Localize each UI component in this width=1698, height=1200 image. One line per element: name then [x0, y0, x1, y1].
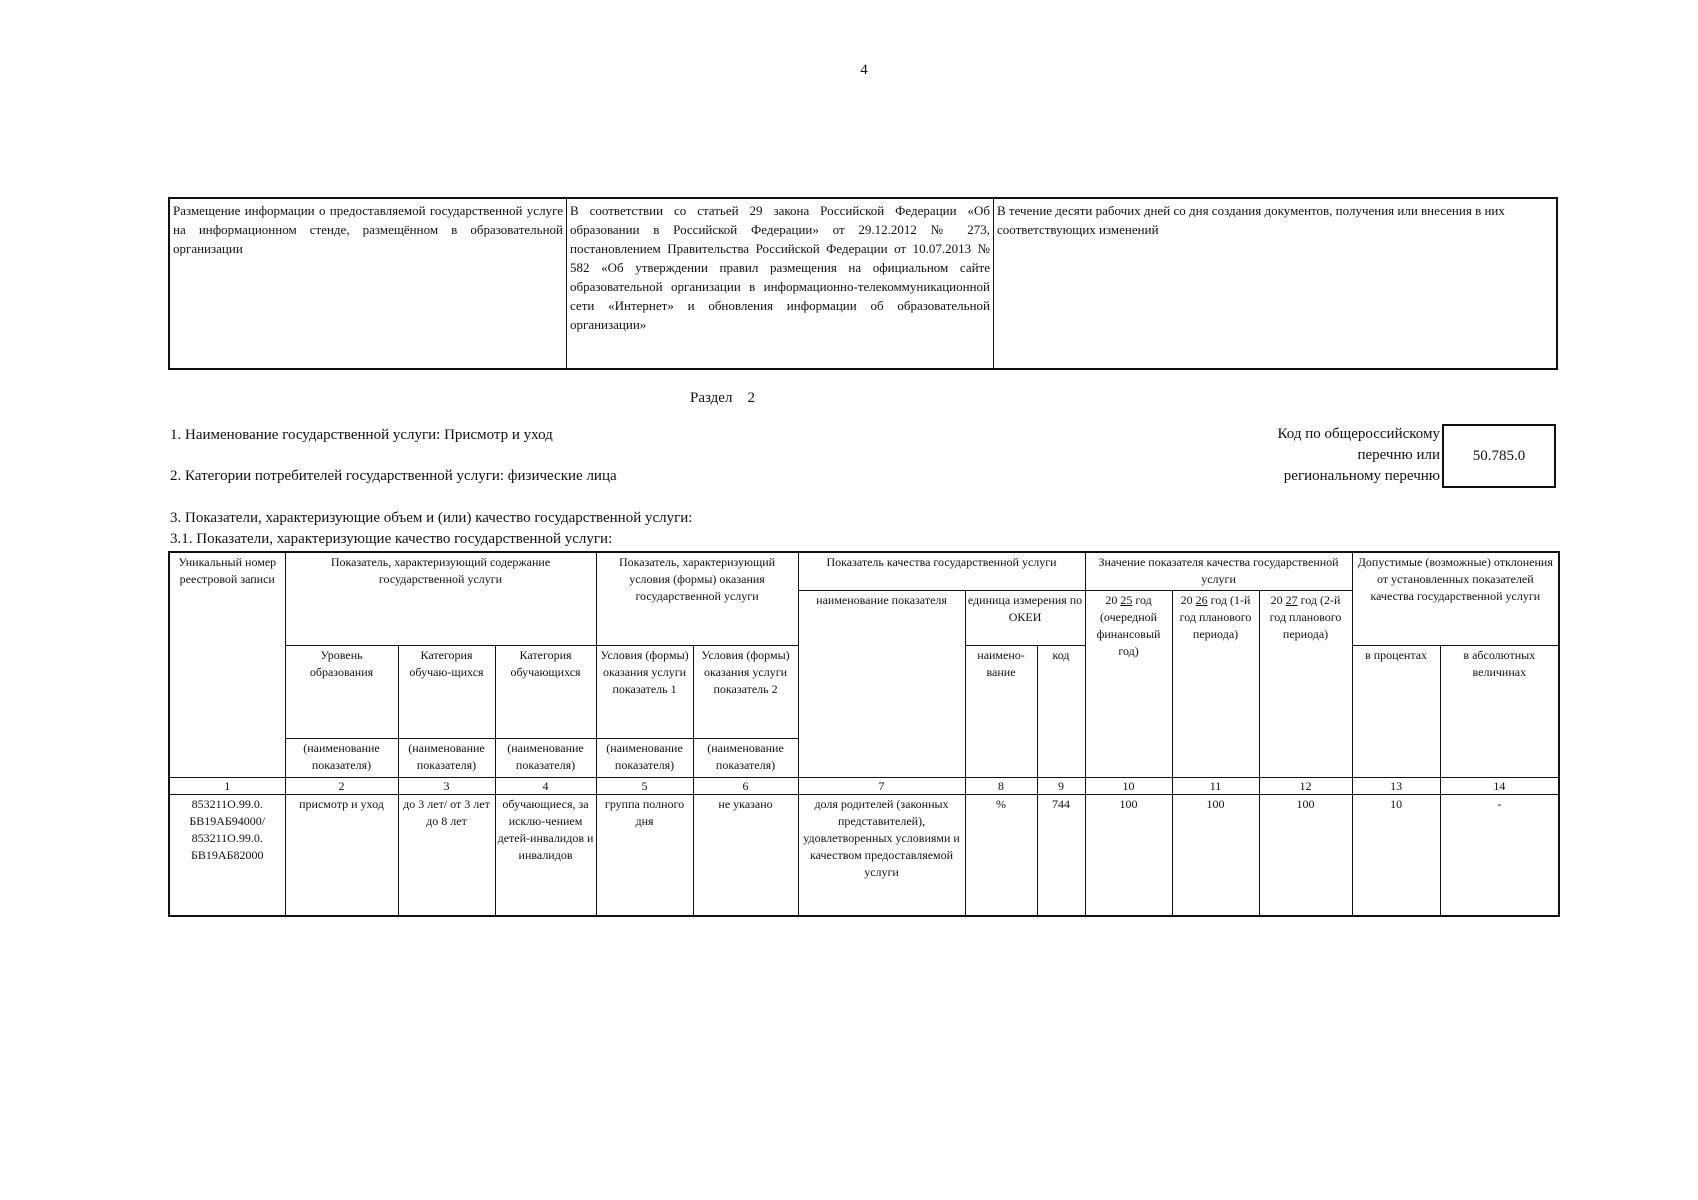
- col-number: 8: [965, 778, 1037, 795]
- header-condition-2-sub: (наименование показателя): [693, 739, 798, 778]
- col-number: 4: [495, 778, 596, 795]
- page-number: 4: [860, 62, 868, 78]
- header-quality: Показатель качества государственной услуги: [798, 552, 1085, 591]
- header-category-2: Категория обучающихся: [495, 646, 596, 739]
- col-number: 5: [596, 778, 693, 795]
- indicators-heading: 3. Показатели, характеризующие объем и (или) качество государственной услуги:: [170, 510, 693, 526]
- value-2027: 100: [1259, 795, 1352, 917]
- header-values: Значение показателя качества государственной услуги: [1085, 552, 1352, 591]
- info-placement-table: [168, 197, 1558, 370]
- student-category-2: обучающиеся, за исклю-чением детей-инвалидов и инвалидов: [495, 795, 596, 917]
- unit-name: %: [965, 795, 1037, 917]
- header-content: Показатель, характеризующий содержание государственной услуги: [285, 552, 596, 646]
- col-number: 14: [1440, 778, 1559, 795]
- header-conditions: Показатель, характеризующий условия (формы) оказания государственной услуги: [596, 552, 798, 646]
- consumer-categories: 2. Категории потребителей государственной услуги: физические лица: [170, 468, 617, 484]
- code-label: Код по общероссийскому перечню или региональному перечню: [1277, 426, 1440, 484]
- table-row: [169, 778, 1559, 795]
- header-category-1-sub: (наименование показателя): [398, 739, 495, 778]
- value-2025: 100: [1085, 795, 1172, 917]
- col-number: 11: [1172, 778, 1259, 795]
- col-number: 7: [798, 778, 965, 795]
- col-number: 3: [398, 778, 495, 795]
- table-row: [169, 198, 1557, 369]
- table-row: [169, 795, 1559, 917]
- info-composition-cell: В соответствии со статьей 29 закона Российской Федерации «Об образовании в Российской Федерации» от 29.12.2012 № 273, постановлением Правительства Российской Федерации от 10.07.2013 № 582 «Об утверждении правил размещения на официальном сайте образовательной организации в информационно-телекоммуникационной сети «Интернет» и обновления информации об образовательной организации»: [567, 198, 994, 369]
- deviation-absolute: -: [1440, 795, 1559, 917]
- header-deviation: Допустимые (возможные) отклонения от установленных показателей качества государственной услуги: [1352, 552, 1559, 646]
- header-unit: единица измерения по ОКЕИ: [965, 591, 1085, 646]
- deviation-percent: 10: [1352, 795, 1440, 917]
- quality-indicators-table: [168, 551, 1560, 917]
- header-level: Уровень образования: [285, 646, 398, 739]
- section-label: Раздел: [690, 390, 733, 406]
- header-condition-1: Условия (формы) оказания услуги показатель 1: [596, 646, 693, 739]
- unit-code: 744: [1037, 795, 1085, 917]
- col-number: 12: [1259, 778, 1352, 795]
- condition-1: группа полного дня: [596, 795, 693, 917]
- header-year-3: 20 27 год (2-й год планового периода): [1259, 591, 1352, 778]
- header-level-sub: (наименование показателя): [285, 739, 398, 778]
- info-method-cell: Размещение информации о предоставляемой государственной услуге на информационном стенде, размещённом в образовательной организации: [169, 198, 567, 369]
- col-number: 10: [1085, 778, 1172, 795]
- info-frequency-cell: В течение десяти рабочих дней со дня создания документов, получения или внесения в них соответствующих изменений: [994, 198, 1558, 369]
- header-registry: Уникальный номер реестровой записи: [169, 552, 285, 778]
- col-number: 9: [1037, 778, 1085, 795]
- header-category-2-sub: (наименование показателя): [495, 739, 596, 778]
- service-name: 1. Наименование государственной услуги: Присмотр и уход: [170, 427, 553, 443]
- value-2026: 100: [1172, 795, 1259, 917]
- header-year-2: 20 26 год (1-й год планового периода): [1172, 591, 1259, 778]
- col-number: 13: [1352, 778, 1440, 795]
- section-number: 2: [747, 390, 755, 406]
- col-number: 1: [169, 778, 285, 795]
- code-value: 50.785.0: [1442, 424, 1556, 488]
- header-year-1: 20 25 год (очередной финансовый год): [1085, 591, 1172, 778]
- header-unit-name: наимено-вание: [965, 646, 1037, 778]
- header-category-1: Категория обучаю-щихся: [398, 646, 495, 739]
- col-number: 6: [693, 778, 798, 795]
- header-indicator-name: наименование показателя: [798, 591, 965, 778]
- indicator-name: доля родителей (законных представителей), удовлетворенных условиями и качеством предоставляемой услуги: [798, 795, 965, 917]
- header-deviation-percent: в процентах: [1352, 646, 1440, 778]
- header-condition-1-sub: (наименование показателя): [596, 739, 693, 778]
- section-heading: [690, 390, 755, 407]
- table-row: [169, 552, 1559, 591]
- registry-number: 853211О.99.0. БВ19АБ94000/ 853211О.99.0. БВ19АБ82000: [169, 795, 285, 917]
- col-number: 2: [285, 778, 398, 795]
- education-level: присмотр и уход: [285, 795, 398, 917]
- header-condition-2: Условия (формы) оказания услуги показатель 2: [693, 646, 798, 739]
- header-unit-code: код: [1037, 646, 1085, 778]
- header-deviation-absolute: в абсолютных величинах: [1440, 646, 1559, 778]
- student-category-1: до 3 лет/ от 3 лет до 8 лет: [398, 795, 495, 917]
- quality-indicators-heading: 3.1. Показатели, характеризующие качество государственной услуги:: [170, 531, 613, 547]
- condition-2: не указано: [693, 795, 798, 917]
